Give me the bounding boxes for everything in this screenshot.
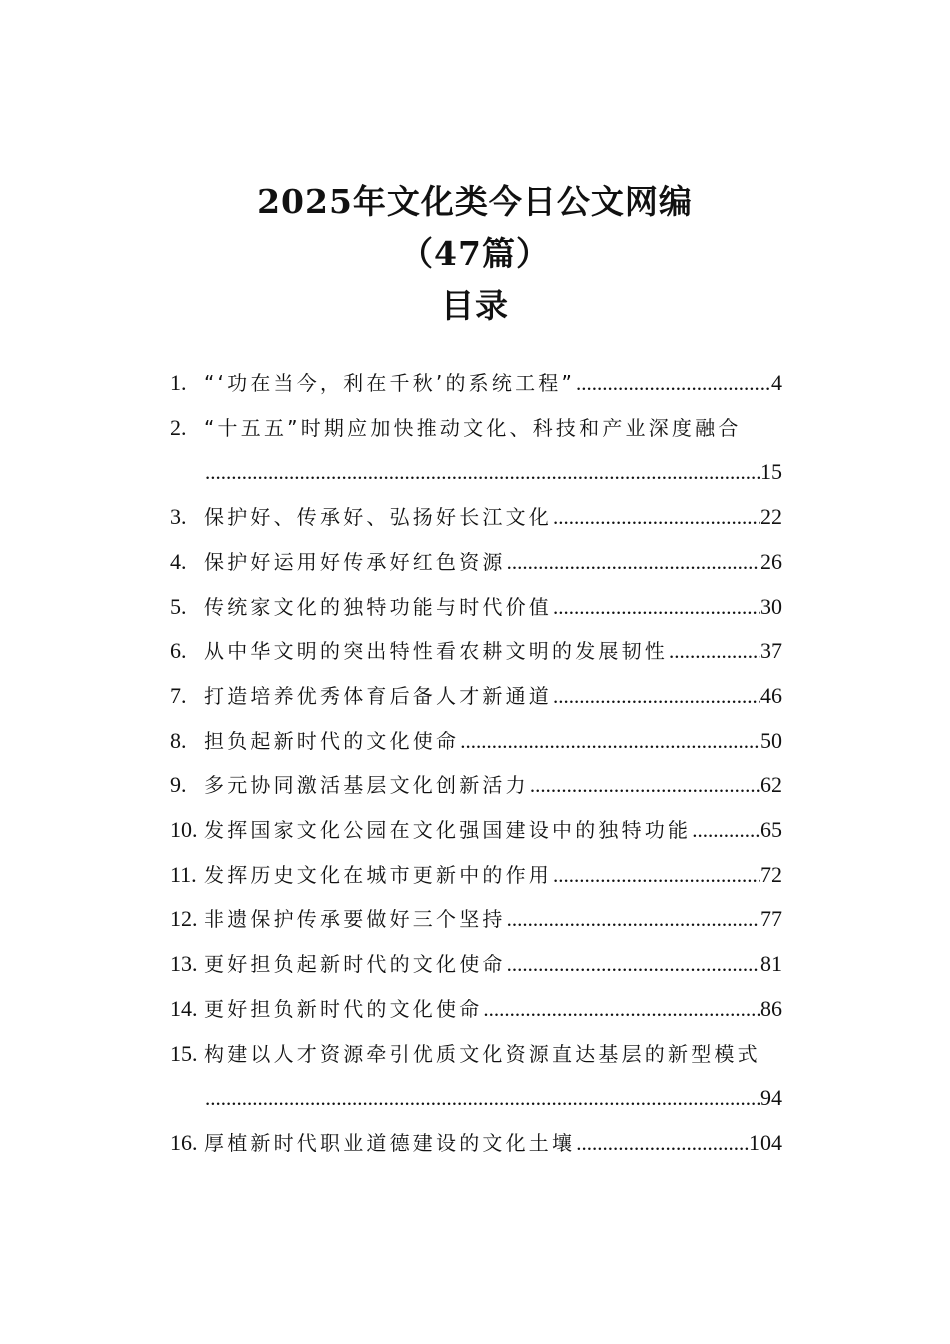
toc-entry-page: 37 [760, 638, 782, 664]
toc-entry-number: 1. [170, 370, 187, 395]
toc-entry-number: 3. [170, 504, 187, 530]
toc-entry-page: 65 [760, 817, 782, 843]
toc-entry-number: 2. [170, 414, 187, 440]
toc-entry[interactable] [170, 1121, 782, 1166]
toc-leader-dots [506, 942, 760, 987]
toc-entry-title: 打造培养优秀体育后备人才新通道 [204, 683, 552, 708]
toc-entry-number: 10. [170, 817, 198, 843]
table-of-contents [170, 361, 782, 1166]
toc-entry-title: 传统家文化的独特功能与时代价值 [204, 594, 552, 619]
toc-leader-dots [552, 674, 760, 719]
toc-entry-number: 6. [170, 638, 187, 664]
toc-entry-page: 62 [760, 772, 782, 798]
toc-entry-title: 多元协同激活基层文化创新活力 [204, 773, 529, 798]
toc-heading: 目录 [441, 286, 509, 325]
toc-entry-page: 30 [760, 593, 782, 619]
toc-leader-dots [204, 1076, 760, 1121]
toc-entry[interactable] [170, 1032, 782, 1121]
toc-entry[interactable] [170, 406, 782, 495]
toc-leader-dots [506, 897, 760, 942]
toc-leader-dots [668, 629, 760, 674]
toc-leader-dots [575, 1121, 749, 1166]
toc-entry-number: 11. [170, 861, 197, 887]
toc-entry-number: 15. [170, 1040, 198, 1066]
toc-entry-page: 81 [760, 951, 782, 977]
toc-leader-dots [529, 763, 760, 808]
toc-entry-page: 94 [760, 1085, 782, 1111]
toc-leader-dots [482, 987, 760, 1032]
toc-entry-page: 46 [760, 682, 782, 708]
toc-entry-page: 15 [760, 459, 782, 485]
toc-entry[interactable] [170, 763, 782, 808]
toc-entry[interactable] [170, 540, 782, 585]
toc-entry-title: 构建以人才资源牵引优质文化资源直达基层的新型模式 [204, 1041, 761, 1066]
toc-entry-title: 发挥国家文化公园在文化强国建设中的独特功能 [204, 818, 692, 843]
toc-entry[interactable] [170, 853, 782, 898]
toc-entry-title: 非遗保护传承要做好三个坚持 [204, 907, 506, 932]
toc-leader-dots [204, 450, 760, 495]
toc-entry-page: 72 [760, 861, 782, 887]
toc-entry-title: “‘功在当今，利在千秋’的系统工程” [204, 371, 576, 395]
toc-entry[interactable] [170, 942, 782, 987]
toc-entry[interactable] [170, 719, 782, 764]
toc-leader-dots [691, 808, 760, 853]
toc-entry-title: 发挥历史文化在城市更新中的作用 [204, 862, 552, 887]
toc-entry-number: 7. [170, 682, 187, 708]
toc-entry-number: 4. [170, 548, 187, 574]
toc-entry-page: 104 [749, 1129, 782, 1155]
document-title-block [0, 176, 950, 332]
toc-leader-dots [459, 719, 760, 764]
toc-entry-page: 26 [760, 548, 782, 574]
toc-leader-dots [552, 853, 760, 898]
toc-entry-title: 担负起新时代的文化使命 [204, 728, 460, 753]
toc-entry-number: 13. [170, 951, 198, 977]
toc-leader-dots [506, 540, 760, 585]
toc-entry-page: 50 [760, 727, 782, 753]
toc-entry-number: 8. [170, 727, 187, 753]
toc-entry-number: 5. [170, 593, 187, 619]
toc-entry-title: 厚植新时代职业道德建设的文化土壤 [204, 1130, 576, 1155]
toc-leader-dots [575, 361, 771, 406]
toc-entry-title: 保护好、传承好、弘扬好长江文化 [204, 505, 552, 530]
toc-entry-title: 更好担负新时代的文化使命 [204, 996, 483, 1021]
toc-entry-number: 16. [170, 1129, 198, 1155]
toc-entry[interactable] [170, 495, 782, 540]
toc-entry-number: 12. [170, 906, 198, 932]
toc-entry[interactable] [170, 808, 782, 853]
toc-entry-page: 86 [760, 995, 782, 1021]
toc-entry-title: 更好担负起新时代的文化使命 [204, 952, 506, 977]
toc-entry-page: 22 [760, 504, 782, 530]
toc-entry[interactable] [170, 585, 782, 630]
article-count: （47篇） [400, 234, 550, 273]
toc-entry-title: 从中华文明的突出特性看农耕文明的发展韧性 [204, 639, 668, 664]
toc-leader-dots [552, 495, 760, 540]
toc-entry-number: 14. [170, 995, 198, 1021]
document-title: 2025年文化类今日公文网编 [257, 182, 693, 221]
toc-entry-title: 保护好运用好传承好红色资源 [204, 549, 506, 574]
toc-entry[interactable] [170, 674, 782, 719]
toc-entry[interactable] [170, 987, 782, 1032]
toc-entry-page: 77 [760, 906, 782, 932]
toc-entry-number: 9. [170, 772, 187, 798]
toc-entry[interactable] [170, 361, 782, 406]
toc-entry-page: 4 [771, 370, 782, 395]
toc-entry-title: “十五五”时期应加快推动文化、科技和产业深度融合 [204, 415, 742, 440]
toc-entry[interactable] [170, 897, 782, 942]
toc-leader-dots [552, 585, 760, 630]
toc-entry[interactable] [170, 629, 782, 674]
